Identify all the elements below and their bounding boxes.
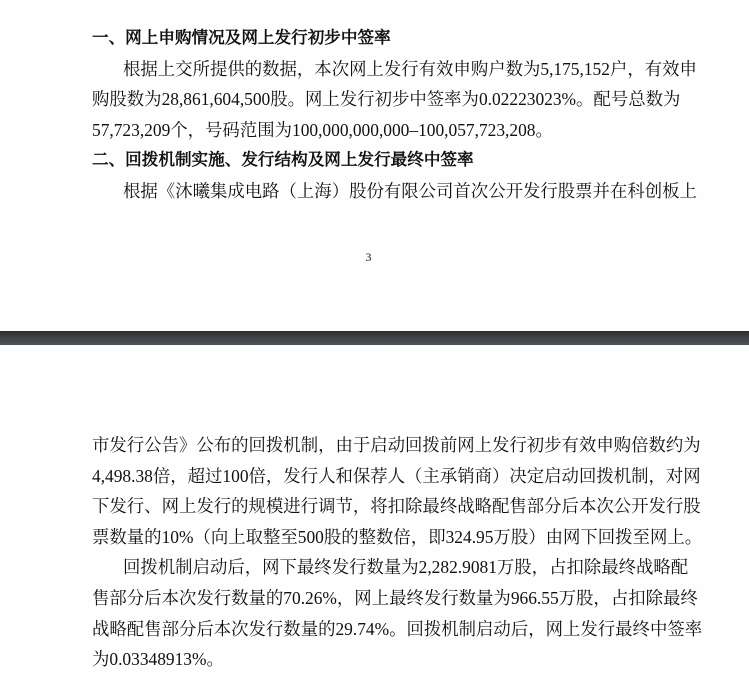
paragraph-line: 下发行、网上发行的规模进行调节，将扣除最终战略配售部分后本次公开发行股 [92, 496, 701, 517]
document-page-4 [0, 345, 749, 695]
page-separator [0, 331, 749, 345]
paragraph-line: 市发行公告》公布的回拨机制，由于启动回拨前网上发行初步有效申购倍数约为 [92, 435, 701, 455]
paragraph-line: 战略配售部分后本次发行数量的29.74%。回拨机制启动后，网上发行最终中签率 [92, 618, 703, 639]
page-4-text-column [92, 430, 703, 675]
paragraph-line: 售部分后本次发行数量的70.26%，网上最终发行数量为966.55万股，占扣除最终 [92, 587, 698, 608]
paragraph-line: 为0.03348913%。 [92, 649, 224, 670]
paragraph-line: 4,498.38倍，超过100倍，发行人和保荐人（主承销商）决定启动回拨机制，对网 [92, 465, 701, 486]
section-2-heading: 二、回拨机制实施、发行结构及网上发行最终中签率 [92, 150, 474, 170]
paragraph-line: 回拨机制启动后，网下最终发行数量为2,282.9081万股，占扣除最终战略配 [123, 557, 689, 578]
paragraph-line: 57,723,209个，号码范围为100,000,000,000–100,057,723,208。 [92, 119, 553, 140]
paragraph-line: 根据上交所提供的数据，本次网上发行有效申购户数为5,175,152户，有效申 [123, 58, 697, 79]
section-1-heading: 一、网上申购情况及网上发行初步中签率 [92, 28, 391, 47]
page-number: 3 [365, 250, 372, 264]
document-page-3 [0, 0, 749, 331]
page-3-text-column [92, 23, 697, 207]
paragraph-line: 购股数为28,861,604,500股。网上发行初步中签率为0.02223023%。配号总数为 [92, 89, 681, 110]
paragraph-line: 根据《沐曦集成电路（上海）股份有限公司首次公开发行股票并在科创板上 [123, 180, 697, 201]
paragraph-line: 票数量的10%（向上取整至500股的整数倍，即324.95万股）由网下回拨至网上。 [92, 526, 703, 547]
